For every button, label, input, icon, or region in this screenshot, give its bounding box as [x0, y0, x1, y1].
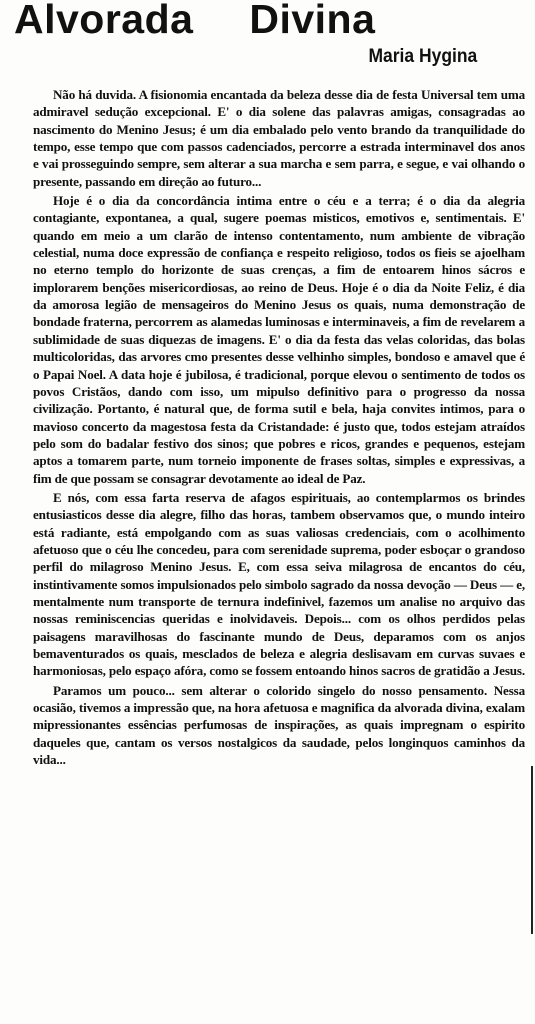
article-title: Alvorada Divina — [14, 0, 376, 42]
column-rule — [531, 766, 533, 934]
article-paragraph-2: Hoje é o dia da concordância intima entre o céu e a terra; é o dia da alegria contagiante, expontanea, a qual, sugere poemas misticos, emotivos e, sentimentais. E' quando em meio a um clarão de intenso contentamento, num ambiente de vibração celestial, numa doce expressão de confiança e respeito religioso, todos os fieis se ajoelham no eterno templo do horizonte de suas crenças, a fim de entoarem hinos sácros e implorarem benções misericordiosas, ao reino de Deus. Hoje é o dia da Noite Feliz, é dia da amorosa legião de mensageiros do Menino Jesus os quais, numa demonstração de bondade fraterna, percorrem as alamedas luminosas e interminaveis, a fim de revelarem a sublimidade de suas diquezas de imagens. E' o dia da festa das velas coloridas, das bolas multicoloridas, das arvores cmo presentes desse velhinho simples, bondoso e amavel que é o Papai Noel. A data hoje é jubilosa, é tradicional, porque elevou o sentimento de todos os povos Cristãos, dando com isso, um mipulso definitivo para o progresso da nossa civilização. Portanto, é natural que, de forma sutil e bela, haja convites intimos, para o mavioso concerto da magestosa festa da Cristandade: é justo que, todos estejam atraídos pelo som do badalar festivo dos sinos; que pobres e ricos, grandes e pequenos, estejam aptos a tomarem parte, num torneio imponente de frases soltas, simples e expressivas, a fim de que possam se consagrar devotamente ao ideal de Paz. — [33, 193, 525, 486]
article-body — [33, 86, 525, 770]
article-paragraph-4: Paramos um pouco... sem alterar o colorido singelo do nosso pensamento. Nessa ocasião, tivemos a impressão que, na hora afetuosa e magnifica da alvorada divina, exalam mipressionantes essências perfumosas de inspirações, as quais impregnam o espirito daqueles que, cantam os versos nostalgicos da saudade, pelos longinquos caminhos da vida... — [33, 682, 525, 768]
article-author: Maria Hygina — [368, 46, 477, 67]
article-paragraph-1: Não há duvida. A fisionomia encantada da beleza desse dia de festa Universal tem uma admiravel sedução excepcional. E' o dia solene das palavras amigas, consagradas ao nascimento do Menino Jesus; é um dia embalado pelo vento brando da tranquilidade do tempo, esse tempo que com passos cadenciados, percorre a estrada interminavel dos anos e vai prosseguindo sempre, sem alterar a sua marcha e sem parra, e segue, e vai olhando o presente, passando em direção ao futuro... — [33, 87, 525, 189]
article-paragraph-3: E nós, com essa farta reserva de afagos espirituais, ao contemplarmos os brindes entusiasticos desse dia alegre, filho das horas, tambem observamos que, o mundo inteiro está radiante, está empolgando com as suas valiosas credenciais, com o acolhimento afetuoso que o céu lhe concedeu, para com serenidade suprema, poder esboçar o grandoso perfil do milagroso Menino Jesus. E, com essa seiva milagrosa de encantos do céu, instintivamente somos impulsionados pelo simbolo sagrado da nossa devoção — Deus — e, mentalmente num transporte de ternura indefinivel, fazemos um analise no arquivo das nossas reminiscencias queridas e inolvidaveis. Depois... com os olhos perdidos pelas paisagens maravilhosas do fascinante mundo de Deus, deparamos com os anjos bemaventurados os quais, mesclados de beleza e alegria deslisavam em curvas suvaes e harmoniosas, pelo espaço afóra, como se fossem entoando hinos sacros de gratidão a Jesus. — [33, 489, 525, 679]
